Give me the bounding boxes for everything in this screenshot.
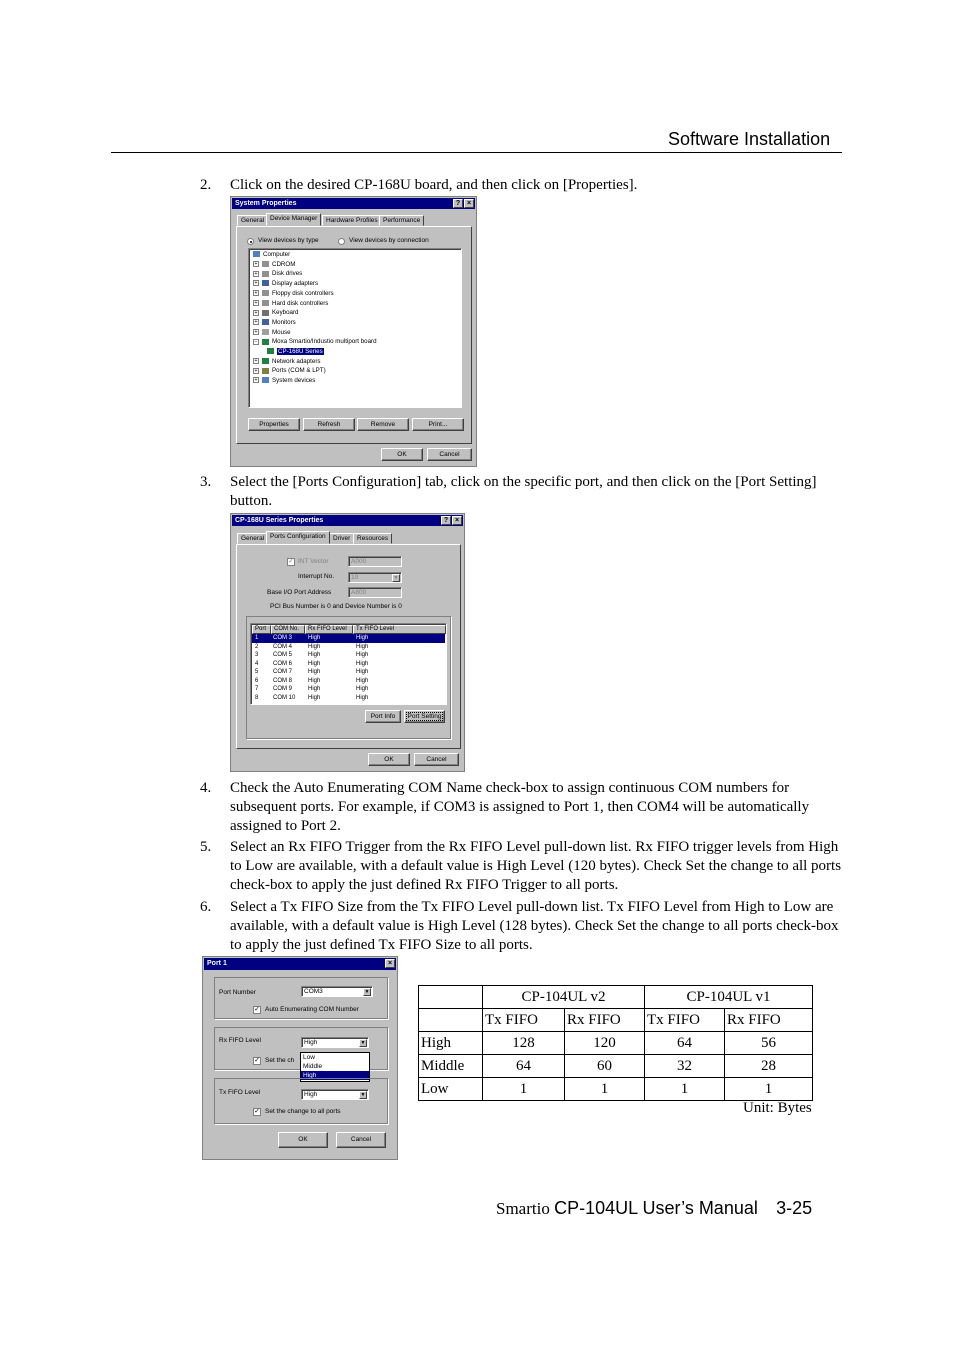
- step-number: 3.: [200, 474, 212, 490]
- step-3: [200, 473, 842, 511]
- table-cell: 28: [725, 1055, 813, 1078]
- radio-view-by-connection[interactable]: [338, 238, 345, 245]
- keyboard-icon: [262, 310, 269, 316]
- port-row[interactable]: 3 COM 5 High High: [255, 652, 369, 658]
- expand-icon: +: [254, 309, 258, 316]
- expand-icon: +: [254, 319, 258, 326]
- table-row: [419, 1078, 813, 1101]
- port-row[interactable]: 6 COM 8 High High: [255, 677, 369, 684]
- tree-item[interactable]: + Hard disk controllers: [254, 299, 329, 307]
- port-setting-button[interactable]: Port Setting: [404, 710, 445, 723]
- expand-icon: +: [254, 367, 258, 374]
- step-number: 2.: [200, 177, 212, 193]
- ok-button[interactable]: OK: [381, 448, 423, 461]
- dropdown-option-selected[interactable]: High: [301, 1071, 369, 1080]
- port-row[interactable]: 7 COM 9 High High: [255, 686, 369, 692]
- port-info-button[interactable]: Port Info: [365, 710, 401, 723]
- table-cell: 120: [565, 1032, 645, 1055]
- mouse-icon: [262, 329, 269, 335]
- tab-hardware-profiles[interactable]: Hardware Profiles: [322, 215, 382, 226]
- collapse-icon: −: [254, 338, 258, 345]
- table-cell: 1: [725, 1078, 813, 1101]
- expand-icon: +: [254, 358, 258, 365]
- tab-panel: [236, 544, 461, 749]
- cancel-button[interactable]: Cancel: [336, 1132, 386, 1148]
- close-icon[interactable]: ×: [464, 199, 474, 208]
- port-number-group: [214, 977, 388, 1019]
- title-bar: [204, 958, 396, 970]
- tx-fifo-label: Tx FIFO Level: [219, 1089, 261, 1096]
- step-4: [200, 779, 842, 836]
- print-button[interactable]: Print...: [412, 418, 464, 431]
- table-header-row: [419, 986, 813, 1009]
- port-number-label: Port Number: [219, 989, 256, 996]
- table-cell: 64: [483, 1055, 565, 1078]
- radio-label: View devices by type: [258, 237, 319, 244]
- tree-item[interactable]: + Display adapters: [254, 280, 319, 288]
- tree-item[interactable]: + Mouse: [254, 328, 291, 336]
- group-header: CP-104UL v1: [645, 986, 813, 1009]
- page-footer: [496, 1198, 812, 1219]
- step-2: [200, 176, 842, 195]
- cancel-button[interactable]: Cancel: [427, 448, 472, 461]
- tab-panel: [236, 226, 472, 444]
- table-cell: 64: [645, 1032, 725, 1055]
- interrupt-label: Interrupt No.: [298, 573, 335, 580]
- tx-fifo-group: [214, 1078, 388, 1124]
- floppy-icon: [262, 290, 269, 296]
- tree-item[interactable]: + System devices: [254, 377, 316, 385]
- chevron-down-icon: ▼: [360, 1092, 366, 1098]
- system-icon: [262, 377, 269, 383]
- hdd-icon: [262, 300, 269, 306]
- group-header: CP-104UL v2: [483, 986, 645, 1009]
- tree-item[interactable]: + Keyboard: [254, 309, 299, 317]
- display-icon: [262, 280, 269, 286]
- tree-item[interactable]: + Ports (COM & LPT): [254, 367, 326, 375]
- column-header: Tx FIFO: [483, 1009, 565, 1032]
- chevron-down-icon: ▼: [360, 1040, 366, 1046]
- expand-icon: +: [254, 261, 258, 268]
- title-bar: [232, 515, 463, 526]
- auto-enum-label: Auto Enumerating COM Number: [265, 1006, 359, 1013]
- dropdown-option[interactable]: Middle: [303, 1063, 323, 1070]
- table-cell: 32: [645, 1055, 725, 1078]
- unit-note: Unit: Bytes: [743, 1100, 812, 1116]
- expand-icon: +: [254, 280, 258, 287]
- tab-general[interactable]: General: [237, 533, 268, 544]
- tx-set-all-label: Set the change to all ports: [265, 1108, 341, 1115]
- expand-icon: +: [254, 290, 258, 297]
- column-header: Rx FIFO: [725, 1009, 813, 1032]
- cancel-button[interactable]: Cancel: [414, 753, 459, 766]
- fifo-table: [418, 985, 813, 1101]
- column-header[interactable]: Tx FIFO Level: [353, 625, 446, 634]
- title-bar: [232, 198, 475, 209]
- ports-list[interactable]: [250, 623, 447, 705]
- dropdown-option[interactable]: Low: [303, 1054, 315, 1061]
- help-icon[interactable]: ?: [441, 516, 451, 525]
- rx-set-all-label: Set the ch: [265, 1057, 295, 1064]
- cdrom-icon: [262, 261, 269, 267]
- step-text: Select an Rx FIFO Trigger from the Rx FIFO Level pull-down list. Rx FIFO trigger levels from High to Low are available, with a default value is High Level (120 bytes). Check Set the change to all ports check-box to apply the just defined Rx FIFO Trigger to all ports.: [230, 839, 842, 893]
- port-row[interactable]: 4 COM 6 High High: [255, 660, 369, 667]
- board-icon: [267, 348, 274, 354]
- base-io-field[interactable]: A800: [348, 587, 402, 598]
- radio-view-by-type[interactable]: [247, 238, 254, 245]
- cp168u-properties-dialog: [230, 513, 465, 772]
- tab-general[interactable]: General: [237, 215, 268, 226]
- remove-button[interactable]: Remove: [357, 418, 409, 431]
- row-label: Middle: [419, 1055, 483, 1078]
- tx-fifo-select[interactable]: High ▼: [301, 1089, 369, 1100]
- auto-enum-checkbox[interactable]: ✓: [254, 1006, 260, 1013]
- step-text: Select the [Ports Configuration] tab, click on the specific port, and then click on the [Port Setting] button.: [230, 474, 817, 509]
- tab-performance[interactable]: Performance: [379, 215, 424, 226]
- table-cell: 1: [483, 1078, 565, 1101]
- int-vector-checkbox[interactable]: ✓: [288, 558, 294, 565]
- int-vector-label: INT Vector: [298, 558, 329, 565]
- tree-item[interactable]: + Floppy disk controllers: [254, 289, 334, 297]
- dialog-title: CP-168U Series Properties: [235, 517, 324, 524]
- step-number: 6.: [200, 899, 212, 915]
- ports-group: [246, 616, 451, 739]
- ok-button[interactable]: OK: [368, 753, 410, 766]
- rx-set-all-checkbox[interactable]: ✓: [254, 1057, 260, 1064]
- port-icon: [262, 368, 269, 374]
- tab-ports-configuration[interactable]: Ports Configuration: [266, 531, 330, 544]
- step-number: 5.: [200, 839, 212, 855]
- column-header: Tx FIFO: [645, 1009, 725, 1032]
- device-tree[interactable]: [248, 248, 462, 408]
- empty-cell: [419, 1009, 483, 1032]
- disk-icon: [262, 271, 269, 277]
- row-label: High: [419, 1032, 483, 1055]
- column-header[interactable]: COM No.: [271, 625, 305, 634]
- tree-item[interactable]: − Moxa Smartio/Industio multiport board: [254, 338, 377, 346]
- step-text: Select a Tx FIFO Size from the Tx FIFO Level pull-down list. Tx FIFO Level from High to Low are available, with a default value is High Level (128 bytes). Check Set the change to all ports check-box to apply the just defined Tx FIFO Size to all ports.: [230, 899, 839, 953]
- step-number: 4.: [200, 780, 212, 796]
- expand-icon: +: [254, 377, 258, 384]
- section-title: Software Installation: [668, 129, 831, 149]
- table-cell: 60: [565, 1055, 645, 1078]
- expand-icon: +: [254, 270, 258, 277]
- column-header: Rx FIFO: [565, 1009, 645, 1032]
- tab-resources[interactable]: Resources: [353, 533, 392, 544]
- header-rule: [111, 152, 842, 153]
- rx-fifo-label: Rx FIFO Level: [219, 1037, 261, 1044]
- refresh-button[interactable]: Refresh: [303, 418, 355, 431]
- system-properties-dialog: [230, 196, 477, 467]
- dialog-title: Port 1: [207, 960, 227, 967]
- chevron-down-icon: ▼: [364, 989, 370, 995]
- footer-brand: Smartio: [496, 1199, 550, 1218]
- table-row: [419, 1055, 813, 1078]
- close-icon[interactable]: ×: [385, 959, 395, 968]
- properties-button[interactable]: Properties: [248, 418, 300, 431]
- empty-cell: [419, 986, 483, 1009]
- port-number-select[interactable]: COM3 ▼: [301, 986, 373, 997]
- tree-item[interactable]: + Monitors: [254, 318, 296, 326]
- rx-fifo-select[interactable]: High ▼: [301, 1037, 369, 1048]
- page-number: 3-25: [776, 1198, 813, 1218]
- tree-item[interactable]: Computer: [253, 250, 290, 260]
- ok-button[interactable]: OK: [278, 1132, 328, 1148]
- table-cell: 1: [645, 1078, 725, 1101]
- port-row[interactable]: 1 COM 3 High High: [252, 634, 445, 643]
- network-icon: [262, 358, 269, 364]
- column-header[interactable]: Rx FIFO Level: [305, 625, 353, 634]
- tab-driver[interactable]: Driver: [329, 533, 354, 544]
- port-row[interactable]: 2 COM 4 High High: [255, 643, 369, 650]
- chevron-down-icon: ▼: [393, 575, 399, 581]
- pci-info: PCI Bus Number is 0 and Device Number is 0: [270, 603, 402, 610]
- tree-item-cp168u[interactable]: CP-168U Series: [267, 347, 324, 357]
- interrupt-select[interactable]: 10 ▼: [348, 572, 402, 583]
- step-5: [200, 838, 842, 895]
- monitor-icon: [262, 319, 269, 325]
- close-icon[interactable]: ×: [452, 516, 462, 525]
- tab-device-manager[interactable]: Device Manager: [266, 213, 321, 226]
- base-io-label: Base I/O Port Address: [267, 589, 332, 596]
- column-header[interactable]: Port: [252, 625, 271, 634]
- radio-label: View devices by connection: [349, 237, 429, 244]
- port-row[interactable]: 8 COM 10 High High: [255, 694, 369, 701]
- tree-item[interactable]: + Network adapters: [254, 357, 321, 365]
- expand-icon: +: [254, 328, 258, 335]
- int-vector-field[interactable]: A000: [348, 556, 402, 567]
- table-subheader-row: [419, 1009, 813, 1032]
- port-1-dialog: [202, 956, 398, 1160]
- table-cell: 128: [483, 1032, 565, 1055]
- table-cell: 1: [565, 1078, 645, 1101]
- step-text: Click on the desired CP-168U board, and then click on [Properties].: [230, 177, 638, 193]
- computer-icon: [253, 251, 260, 257]
- table-row: [419, 1032, 813, 1055]
- step-text: Check the Auto Enumerating COM Name check-box to assign continuous COM numbers for subsequent ports. For example, if COM3 is assigned to Port 1, then COM4 will be automatically assigned to Port 2.: [230, 780, 810, 834]
- dialog-title: System Properties: [235, 200, 297, 207]
- footer-manual: CP-104UL User’s Manual: [554, 1198, 758, 1218]
- help-icon[interactable]: ?: [453, 199, 463, 208]
- tx-set-all-checkbox[interactable]: ✓: [254, 1108, 260, 1115]
- row-label: Low: [419, 1078, 483, 1101]
- step-6: [200, 898, 842, 955]
- expand-icon: +: [254, 299, 258, 306]
- table-cell: 56: [725, 1032, 813, 1055]
- port-row[interactable]: 5 COM 7 High High: [255, 669, 369, 675]
- board-icon: [262, 339, 269, 345]
- tree-item[interactable]: + Disk drives: [254, 270, 303, 278]
- tree-item[interactable]: + CDROM: [254, 260, 296, 268]
